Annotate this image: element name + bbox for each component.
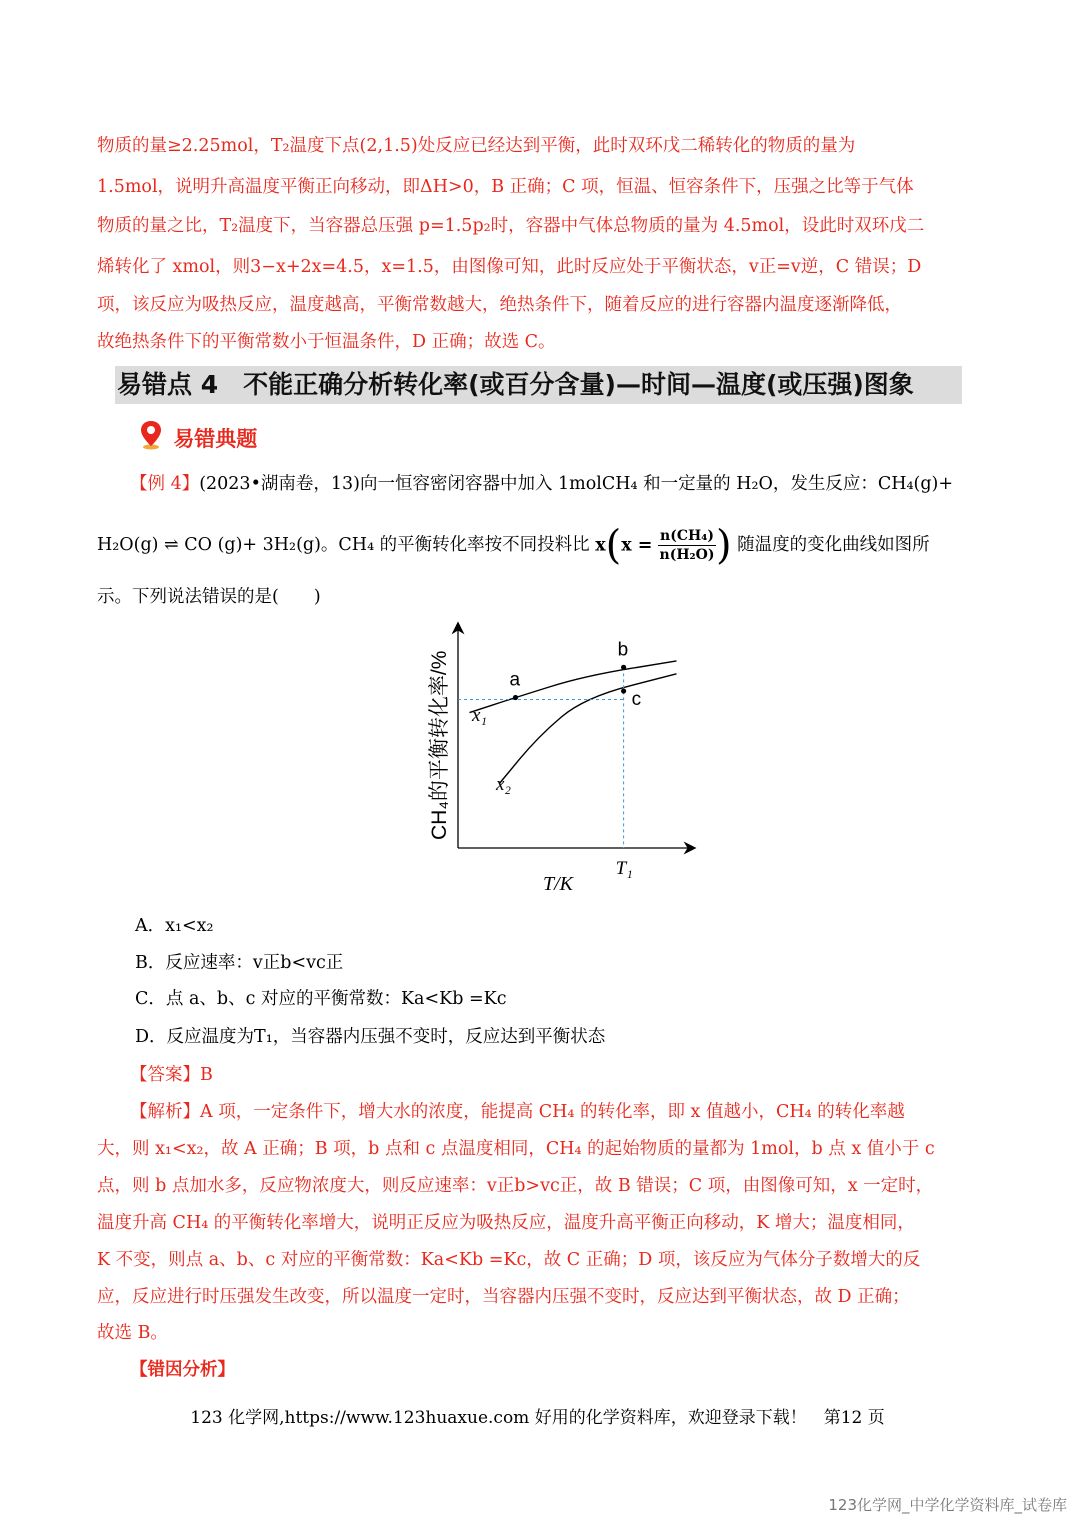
watermark: 123化学网_中学化学资料库_试卷库 [828,1496,1067,1514]
text-line: 1.5mol，说明升高温度平衡正向移动，即ΔH>0，B 正确；C 项，恒温、恒容条件下，压强之比等于气体 [97,177,914,197]
subheading-text: 易错典题 [173,427,258,451]
point-label-b: b [617,639,629,661]
point-b [621,665,626,670]
curve-x1 [470,661,677,713]
point-label-c: c [631,689,642,711]
example-line-3: 示。下列说法错误的是( ) [97,587,321,607]
example-line-2 [97,522,930,569]
analysis-line: K 不变，则点 a、b、c 对应的平衡常数：Ka<Kb =Kc，故 C 正确；D 项，该反应为气体分子数增大的反 [97,1250,921,1270]
ratio-eq: x = [621,535,653,556]
x-axis-label: T/K [543,873,574,895]
example-text: H₂O(g) ⇌ CO (g)+ 3H₂(g)。CH₄ 的平衡转化率按不同投料比 [97,535,596,555]
error-analysis-label: 【错因分析】 [130,1360,235,1380]
curve-label-x1: x₁ [472,705,488,726]
curve-label-x2: x₂ [496,773,512,795]
example-text: 随温度的变化曲线如图所 [731,535,930,555]
answer-label: 【答案】 [130,1065,200,1085]
paren-close: ) [715,522,732,569]
location-pin-icon [140,420,162,460]
example-label: 【例 4】 [130,474,200,494]
answer-line [130,1064,213,1086]
text-line: 故绝热条件下的平衡常数小于恒温条件，D 正确；故选 C。 [97,332,556,352]
paren-open: ( [605,522,622,569]
text-line: 物质的量之比，T₂温度下，当容器总压强 p=1.5p₂时，容器中气体总物质的量为 4.5mol，设此时双环戊二 [97,216,925,236]
point-c [621,688,626,693]
text-line: 物质的量≥2.25mol，T₂温度下点(2,1.5)处反应已经达到平衡，此时双环戊二稀转化的物质的量为 [97,136,856,156]
analysis-line: 应，反应进行时压强发生改变，所以温度一定时，当容器内压强不变时，反应达到平衡状态，故 D 正确； [97,1287,910,1307]
example-text: (2023•湖南卷，13)向一恒容密闭容器中加入 1molCH₄ 和一定量的 H₂O，发生反应：CH₄(g)+ [199,474,954,494]
analysis-line: 点，则 b 点加水多，反应物浓度大，则反应速率：v正b>vc正，故 B 错误；C 项，由图像可知，x 一定时， [97,1176,934,1196]
text-line: 项，该反应为吸热反应，温度越高，平衡常数越大，绝热条件下，随着反应的进行容器内温度逐渐降低， [97,295,902,315]
analysis-line: 故选 B。 [97,1323,168,1343]
analysis-text: A 项，一定条件下，增大水的浓度，能提高 CH₄ 的转化率，即 x 值越小，CH₄ 的转化率越 [200,1102,905,1122]
option-c: C．点 a、b、c 对应的平衡常数：Ka<Kb =Kc [135,989,507,1009]
y-axis-label: CH₄的平衡转化率/% [428,650,451,840]
tick-label-t1: T₁ [615,858,633,879]
option-a: A．x₁<x₂ [135,916,214,936]
analysis-line: 温度升高 CH₄ 的平衡转化率增大，说明正反应为吸热反应，温度升高平衡正向移动，K 增大；温度相同， [97,1213,915,1233]
point-label-a: a [509,669,521,691]
option-d: D．反应温度为T₁，当容器内压强不变时，反应达到平衡状态 [135,1027,606,1047]
section-heading: 易错点 4 不能正确分析转化率(或百分含量)—时间—温度(或压强)图象 [115,366,962,404]
analysis-line: 大，则 x₁<x₂，故 A 正确；B 项，b 点和 c 点温度相同，CH₄ 的起始物质的量都为 1mol，b 点 x 值小于 c [97,1139,935,1159]
answer-value: B [200,1065,213,1085]
fraction-denominator: n(H₂O) [659,547,715,563]
conversion-chart [420,620,710,900]
page-footer: 123 化学网,https://www.123huaxue.com 好用的化学资料库，欢迎登录下载！ 第12 页 [190,1408,885,1428]
text-line: 烯转化了 xmol，则3−x+2x=4.5，x=1.5，由图像可知，此时反应处于平衡状态，v正=v逆，C 错误；D [97,257,922,277]
subheading [140,420,257,454]
ratio-fraction [658,527,716,564]
analysis-label: 【解析】 [130,1102,200,1122]
ratio-x: x [595,535,606,556]
example-line-1 [130,473,953,495]
point-a [513,695,518,700]
fraction-numerator: n(CH₄) [660,528,714,544]
analysis-line [130,1101,905,1123]
curve-x2 [499,674,676,784]
option-b: B．反应速率：v正b<vc正 [135,953,344,973]
